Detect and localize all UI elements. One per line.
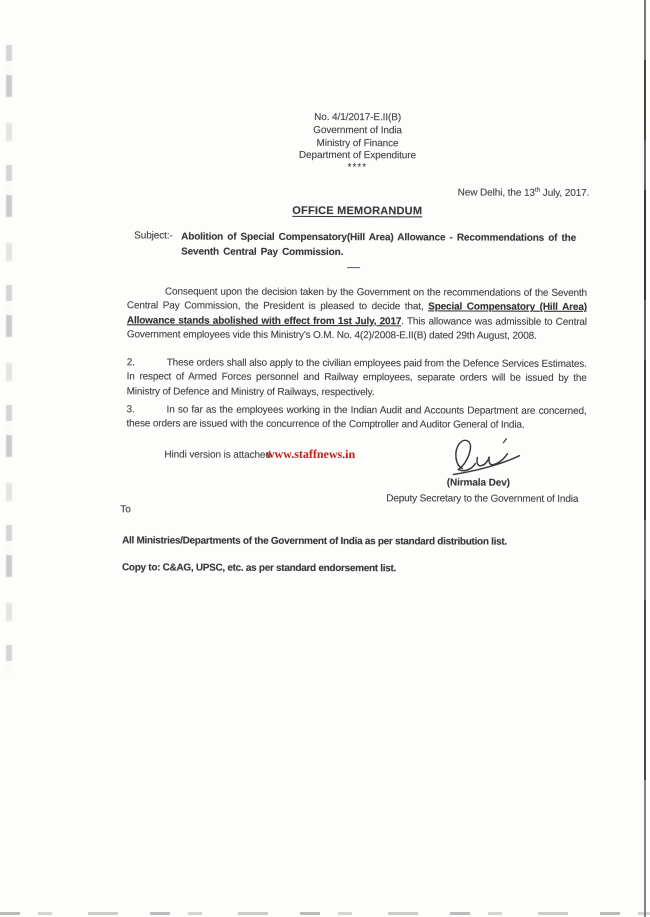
emphasized-abolition-clause: Special Compensatory (Hill Area) Allowance stands abolished with effect from 1st July, 2017 (126, 301, 587, 327)
stars-separator: **** (347, 162, 368, 174)
paragraph-1-pre: Consequent upon the decision taken by the Government on the recommendations of the Seventh Central Pay Commission, the President is pleased to decide that, (126, 286, 587, 313)
reference-number: No. 4/1/2017-E.II(B) (314, 111, 402, 124)
paragraph-3 (126, 403, 586, 433)
copy-to-line: Copy to: C&AG, UPSC, etc. as per standard endorsement list. (121, 562, 397, 575)
subject-label: Subject:- (134, 230, 173, 242)
org-line-ministry: Ministry of Finance (316, 137, 399, 149)
watermark-url-stamp: www.staffnews.in (265, 446, 356, 462)
to-label: To (120, 504, 131, 516)
date-ordinal-superscript: th (534, 186, 541, 194)
paragraph-1-post: . This allowance was admissible to Central Government employees vide this Ministry's O.M. No. 4(2)/2008-E.II(B) dated 29th August, 2008. (126, 315, 587, 342)
subject-text: Abolition of Special Compensatory(Hill Area) Allowance - Recommendations of the Seventh Central Pay Commission. (181, 231, 577, 258)
org-line-government: Government of India (313, 124, 402, 137)
distribution-line: All Ministries/Departments of the Government of India as per standard distribution list. (122, 535, 507, 548)
place-date-line (389, 186, 589, 199)
hindi-version-text: Hindi version is attached (164, 449, 271, 461)
hindi-version-line (164, 446, 355, 462)
paragraph-3-number: 3. (126, 404, 135, 416)
signatory-name: (Nirmala Dev) (446, 477, 510, 489)
letterhead (232, 112, 482, 174)
subject-block (134, 230, 594, 261)
paragraph-3-text: In so far as the employees working in the Indian Audit and Accounts Department are concerned, these orders are issued with the concurrence of the Comptroller and Auditor General of India. (126, 404, 587, 431)
document-title: OFFICE MEMORANDUM (292, 204, 423, 218)
date-rest-text: July, 2017. (540, 187, 590, 199)
handwritten-signature (443, 437, 527, 481)
paragraph-2-number: 2. (126, 357, 135, 369)
paragraph-1 (127, 285, 587, 344)
org-line-department: Department of Expenditure (298, 150, 416, 162)
place-date-text: New Delhi, the 13 (457, 187, 535, 199)
paragraph-2-text: These orders shall also apply to the civilian employees paid from the Defence Services Estimates. In respect of Armed Forces personnel and Railway employees, separate orders will be issued by the Ministry of Defence and Ministry of Railways, respectively. (126, 357, 587, 398)
separator-dash (347, 267, 360, 268)
paragraph-2 (127, 356, 587, 400)
signatory-designation: Deputy Secretary to the Government of India (386, 493, 579, 505)
